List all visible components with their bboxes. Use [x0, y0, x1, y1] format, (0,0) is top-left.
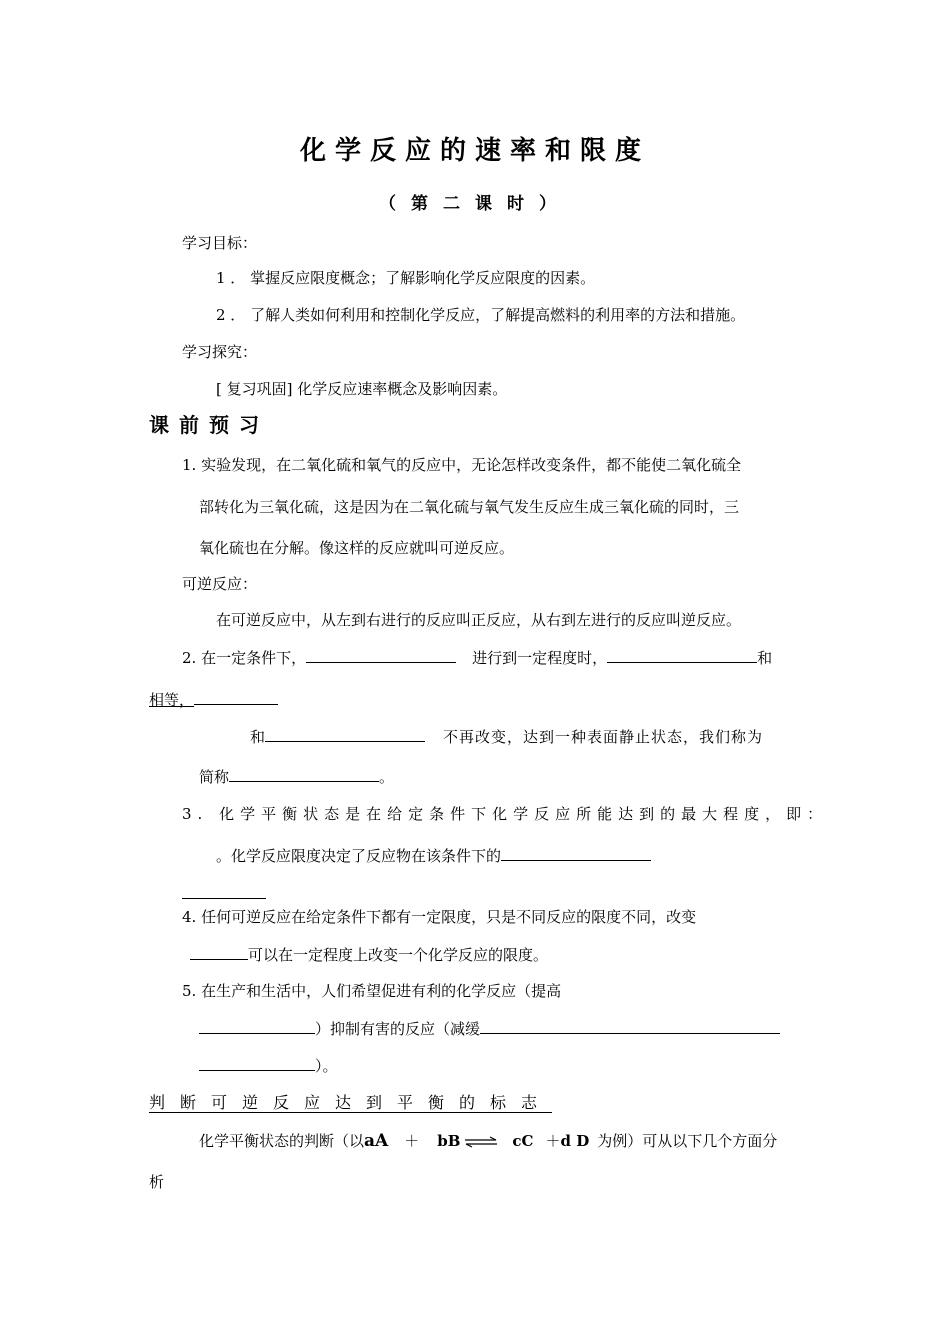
q4-text: 可以在一定程度上改变一个化学反应的限度。 [248, 946, 549, 964]
equilibrium-marks-heading: 判断可逆反应达到平衡的标志 [149, 1093, 553, 1112]
q2-text-h: 。 [379, 768, 395, 786]
reversible-heading: 可逆反应： [182, 575, 258, 593]
judge-text-b: 为例）可从以下几个方面分 [597, 1132, 778, 1150]
q2-blank-2[interactable] [607, 647, 757, 663]
q5-line-2 [199, 1018, 780, 1039]
product-cC: cC [512, 1132, 534, 1150]
objective-item-1: 1 ． 掌握反应限度概念；了解影响化学反应限度的因素。 [216, 269, 596, 287]
product-dD: d D [560, 1132, 590, 1150]
plus-sign-1: ＋ [404, 1132, 420, 1150]
q3-blank-2[interactable] [182, 898, 266, 899]
preview-heading: 课前预习 [149, 413, 269, 437]
q5-line-3 [199, 1055, 338, 1076]
q2-text-e: 和 [250, 728, 266, 746]
q2-text-d: 相等， [149, 691, 195, 709]
reactant-aA: aA [364, 1131, 389, 1151]
judge-text-a: 化学平衡状态的判断（以 [199, 1132, 365, 1150]
q4-line-2 [190, 944, 548, 965]
q4-blank[interactable] [190, 944, 248, 960]
q3-blank-1[interactable] [501, 845, 651, 861]
q1-line-3: 氧化硫也在分解。像这样的反应就叫可逆反应。 [199, 539, 515, 557]
page-subtitle: （第二课时） [379, 194, 571, 214]
q3-line-1: 3. 化学平衡状态是在给定条件下化学反应所能达到的最大程度，即： [182, 805, 829, 823]
page-title: 化学反应的速率和限度 [299, 136, 650, 166]
q2-line-4 [199, 766, 394, 787]
q2-text-b: 进行到一定程度时， [472, 649, 608, 667]
q5-blank-1[interactable] [199, 1018, 315, 1034]
reactant-bB: bB [437, 1132, 461, 1150]
q4-line-1: 4. 任何可逆反应在给定条件下都有一定限度，只是不同反应的限度不同，改变 [182, 908, 697, 926]
q5-text-3: ）。 [315, 1057, 338, 1075]
q1-line-1: 1. 实验发现，在二氧化硫和氧气的反应中，无论怎样改变条件，都不能使二氧化硫全 [182, 456, 742, 474]
q2-blank-5[interactable] [229, 766, 379, 782]
q3-line-2 [216, 845, 651, 866]
objectives-heading: 学习目标： [182, 234, 258, 252]
q2-blank-1[interactable] [306, 647, 456, 663]
q2-text-f: 不再改变，达到一种表面静止状态，我们称为 [443, 728, 764, 746]
objective-item-2: 2 ． 了解人类如何利用和控制化学反应，了解提高燃料的利用率的方法和措施。 [216, 306, 746, 324]
reversible-definition: 在可逆反应中，从左到右进行的反应叫正反应，从右到左进行的反应叫逆反应。 [216, 611, 742, 629]
reversible-arrow-icon [464, 1136, 498, 1148]
q2-text-g: 简称 [199, 768, 230, 786]
q1-line-2: 部转化为三氧化硫，这是因为在二氧化硫与氧气发生反应生成三氧化硫的同时，三 [199, 498, 740, 516]
q5-text-2: ）抑制有害的反应（减缓 [315, 1020, 481, 1038]
judge-line-1 [199, 1131, 777, 1151]
q2-line-1 [182, 647, 772, 668]
q3-text: 。化学反应限度决定了反应物在该条件下的 [216, 847, 502, 865]
review-line: [ 复习巩固] 化学反应速率概念及影响因素。 [216, 380, 508, 398]
q2-text-c: 和 [757, 649, 773, 667]
q2-blank-3[interactable] [194, 689, 278, 705]
plus-sign-2: ＋ [545, 1132, 561, 1150]
q5-blank-3[interactable] [199, 1055, 315, 1071]
q2-blank-4[interactable] [265, 726, 425, 742]
q5-blank-2[interactable] [480, 1018, 780, 1034]
judge-line-2: 析 [149, 1173, 165, 1191]
q2-line-2 [149, 689, 278, 710]
q2-text-a: 2. 在一定条件下， [182, 649, 307, 667]
q2-line-3 [250, 726, 763, 747]
explore-heading: 学习探究： [182, 343, 258, 361]
q5-line-1: 5. 在生产和生活中，人们希望促进有利的化学反应（提高 [182, 982, 562, 1000]
